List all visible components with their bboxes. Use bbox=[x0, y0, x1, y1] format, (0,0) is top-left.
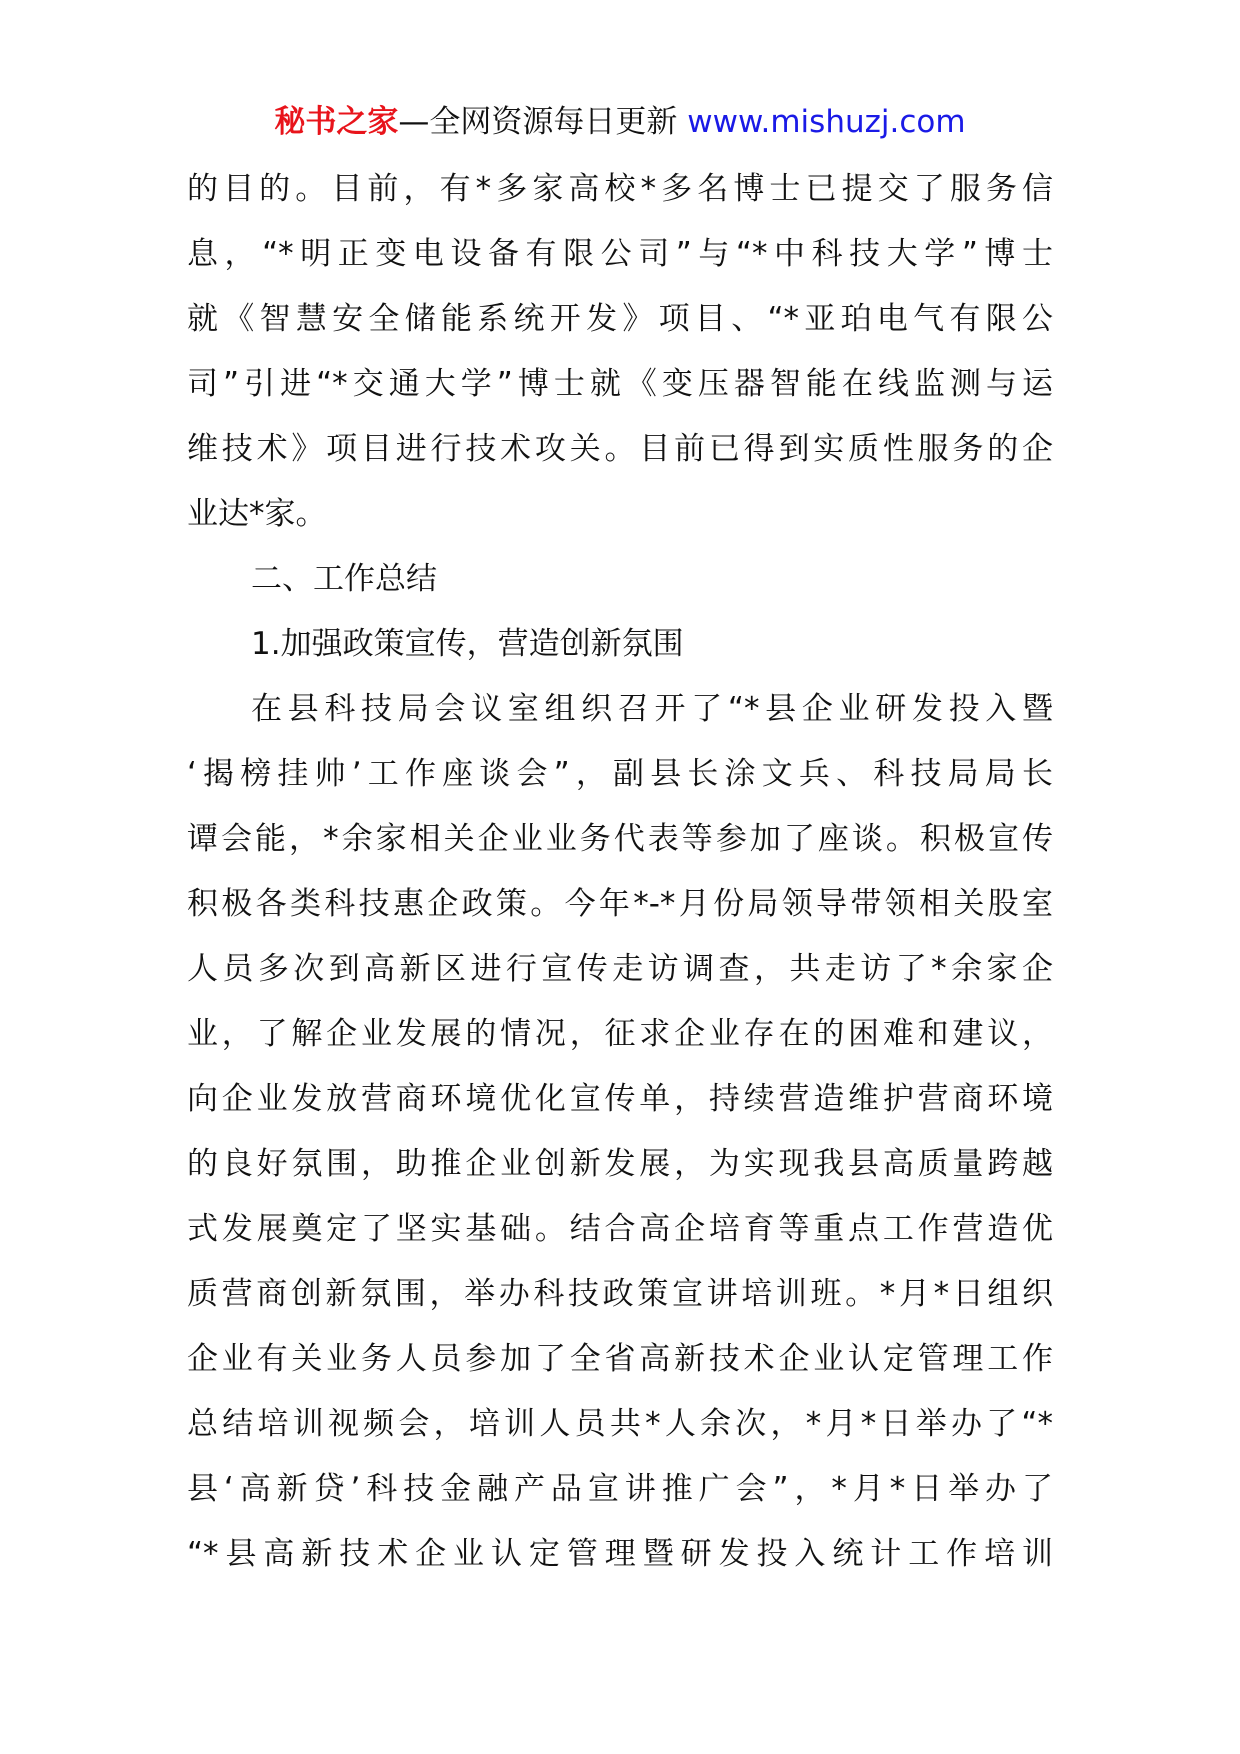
text-line: 就《智慧安全储能系统开发》项目、“*亚珀电气有限公 bbox=[187, 301, 1053, 337]
site-header bbox=[0, 100, 1240, 144]
text-line: 向企业发放营商环境优化宣传单，持续营造维护营商环境 bbox=[187, 1081, 1053, 1117]
site-brand: 秘书之家 bbox=[274, 104, 399, 140]
text-line: 质营商创新氛围，举办科技政策宣讲培训班。*月*日组织 bbox=[187, 1276, 1053, 1312]
text-line: 的目的。目前，有*多家高校*多名博士已提交了服务信 bbox=[187, 171, 1053, 207]
text-line: 1.加强政策宣传，营造创新氛围 bbox=[251, 626, 684, 662]
text-line: 县‘高新贷’科技金融产品宣讲推广会”，*月*日举办了 bbox=[187, 1471, 1053, 1507]
text-line: 业达*家。 bbox=[187, 496, 327, 532]
text-line: 在县科技局会议室组织召开了“*县企业研发投入暨 bbox=[251, 691, 1053, 727]
text-line: 维技术》项目进行技术攻关。目前已得到实质性服务的企 bbox=[187, 431, 1053, 467]
text-line: 积极各类科技惠企政策。今年*-*月份局领导带领相关股室 bbox=[187, 886, 1053, 922]
text-line: 二、工作总结 bbox=[251, 561, 437, 597]
site-url-link[interactable]: www.mishuzj.com bbox=[687, 104, 966, 140]
text-line: ‘揭榜挂帅’工作座谈会”，副县长涂文兵、科技局局长 bbox=[187, 756, 1053, 792]
text-line: 式发展奠定了坚实基础。结合高企培育等重点工作营造优 bbox=[187, 1211, 1053, 1247]
text-line: 业，了解企业发展的情况，征求企业存在的困难和建议， bbox=[187, 1016, 1053, 1052]
text-line: 总结培训视频会，培训人员共*人余次，*月*日举办了“* bbox=[187, 1406, 1053, 1442]
text-line: “*县高新技术企业认定管理暨研发投入统计工作培训 bbox=[187, 1536, 1053, 1572]
text-line: 谭会能，*余家相关企业业务代表等参加了座谈。积极宣传 bbox=[187, 821, 1053, 857]
text-line: 司”引进“*交通大学”博士就《变压器智能在线监测与运 bbox=[187, 366, 1053, 402]
text-line: 人员多次到高新区进行宣传走访调查，共走访了*余家企 bbox=[187, 951, 1053, 987]
text-line: 的良好氛围，助推企业创新发展，为实现我县高质量跨越 bbox=[187, 1146, 1053, 1182]
site-tagline: —全网资源每日更新 bbox=[398, 104, 688, 140]
text-line: 息，“*明正变电设备有限公司”与“*中科技大学”博士 bbox=[187, 236, 1053, 272]
document-body bbox=[187, 157, 1053, 1587]
text-line: 企业有关业务人员参加了全省高新技术企业认定管理工作 bbox=[187, 1341, 1053, 1377]
